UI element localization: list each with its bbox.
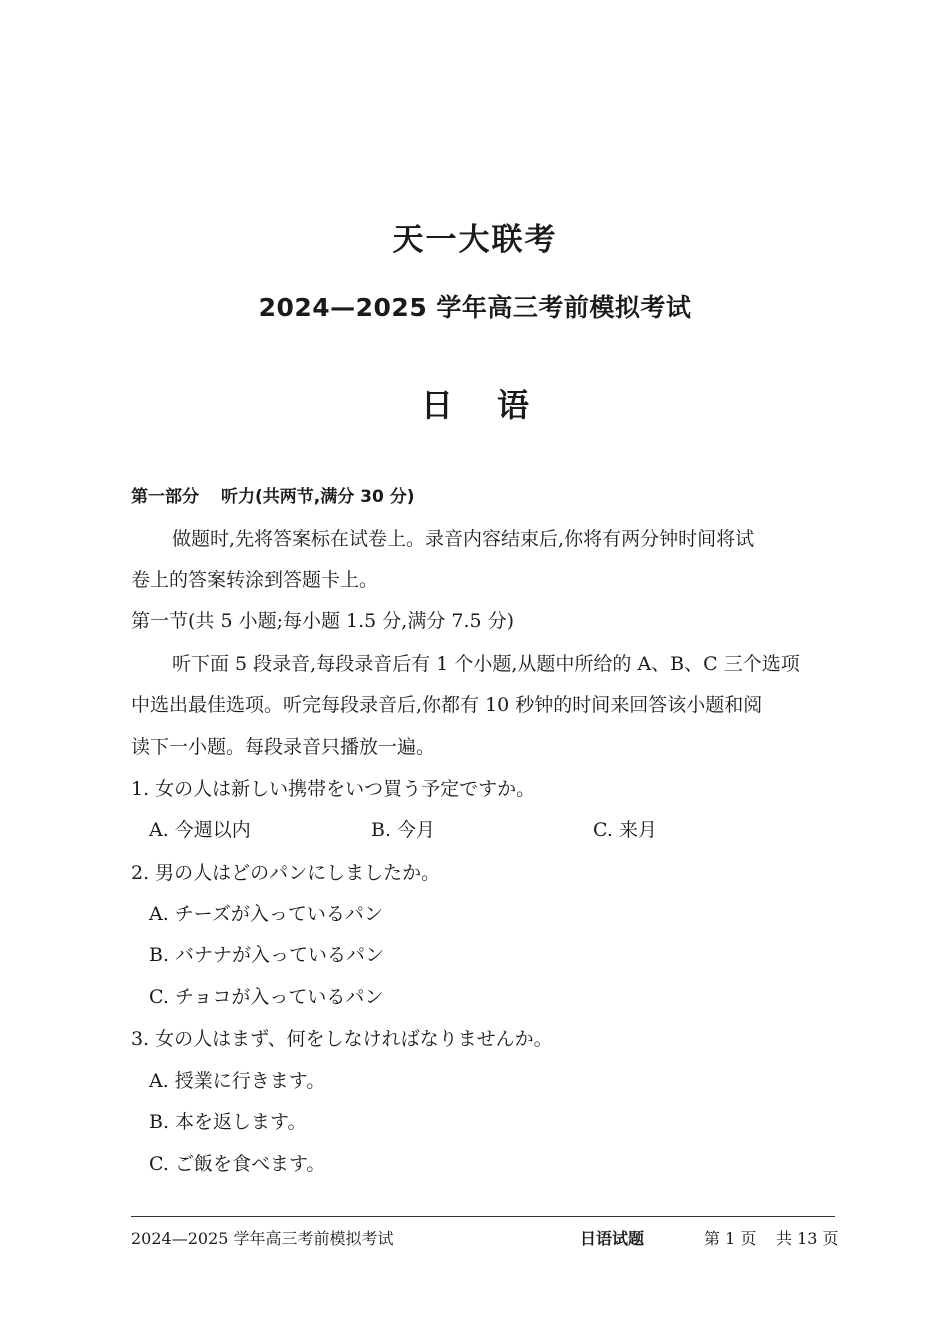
question-2-option-b: B. バナナが入っているパン	[149, 944, 385, 966]
footer-total-pages: 共 13 页	[776, 1229, 839, 1248]
section1-instruction-line3: 读下一小题。每段录音只播放一遍。	[131, 736, 436, 758]
question-1-option-b: B. 今月	[371, 819, 436, 841]
footer-exam-title: 2024—2025 学年高三考前模拟考试	[131, 1229, 394, 1248]
question-3-option-b: B. 本を返します。	[149, 1111, 307, 1133]
footer-subject: 日语试题	[580, 1229, 645, 1248]
exam-title: 2024—2025 学年高三考前模拟考试	[258, 293, 692, 322]
question-2-stem: 2. 男の人はどのパンにしましたか。	[131, 862, 441, 884]
question-3-option-a: A. 授業に行きます。	[149, 1070, 326, 1092]
section1-instruction-line1: 听下面 5 段录音,每段录音后有 1 个小题,从题中所给的 A、B、C 三个选项	[172, 653, 800, 675]
question-1-stem: 1. 女の人は新しい携帯をいつ買う予定ですか。	[131, 778, 536, 800]
section1-instruction-line2: 中选出最佳选项。听完每段录音后,你都有 10 秒钟的时间来回答该小题和阅	[131, 694, 763, 716]
subject-title	[0, 380, 950, 426]
section1-heading: 第一节(共 5 小题;每小题 1.5 分,满分 7.5 分)	[131, 610, 515, 632]
part1-heading	[131, 485, 415, 509]
subject-char-2: 语	[497, 386, 530, 424]
question-1-option-c: C. 来月	[593, 819, 657, 841]
part1-heading-title: 听力(共两节,满分 30 分)	[221, 487, 415, 507]
question-3-stem: 3. 女の人はまず、何をしなければなりませんか。	[131, 1028, 553, 1050]
question-3-option-c: C. ご飯を食べます。	[149, 1153, 326, 1175]
part1-heading-label: 第一部分	[131, 487, 199, 507]
subject-char-1: 日	[420, 386, 453, 424]
part1-instruction-line1: 做题时,先将答案标在试卷上。录音内容结束后,你将有两分钟时间将试	[172, 528, 755, 550]
question-1-option-a: A. 今週以内	[149, 819, 251, 841]
question-2-option-c: C. チョコが入っているパン	[149, 986, 384, 1008]
footer-page-number: 第 1 页	[704, 1229, 757, 1248]
part1-instruction-line2: 卷上的答案转涂到答题卡上。	[131, 569, 379, 591]
question-2-option-a: A. チーズが入っているパン	[149, 903, 383, 925]
organization-title: 天一大联考	[392, 222, 558, 258]
footer-divider	[131, 1216, 835, 1217]
